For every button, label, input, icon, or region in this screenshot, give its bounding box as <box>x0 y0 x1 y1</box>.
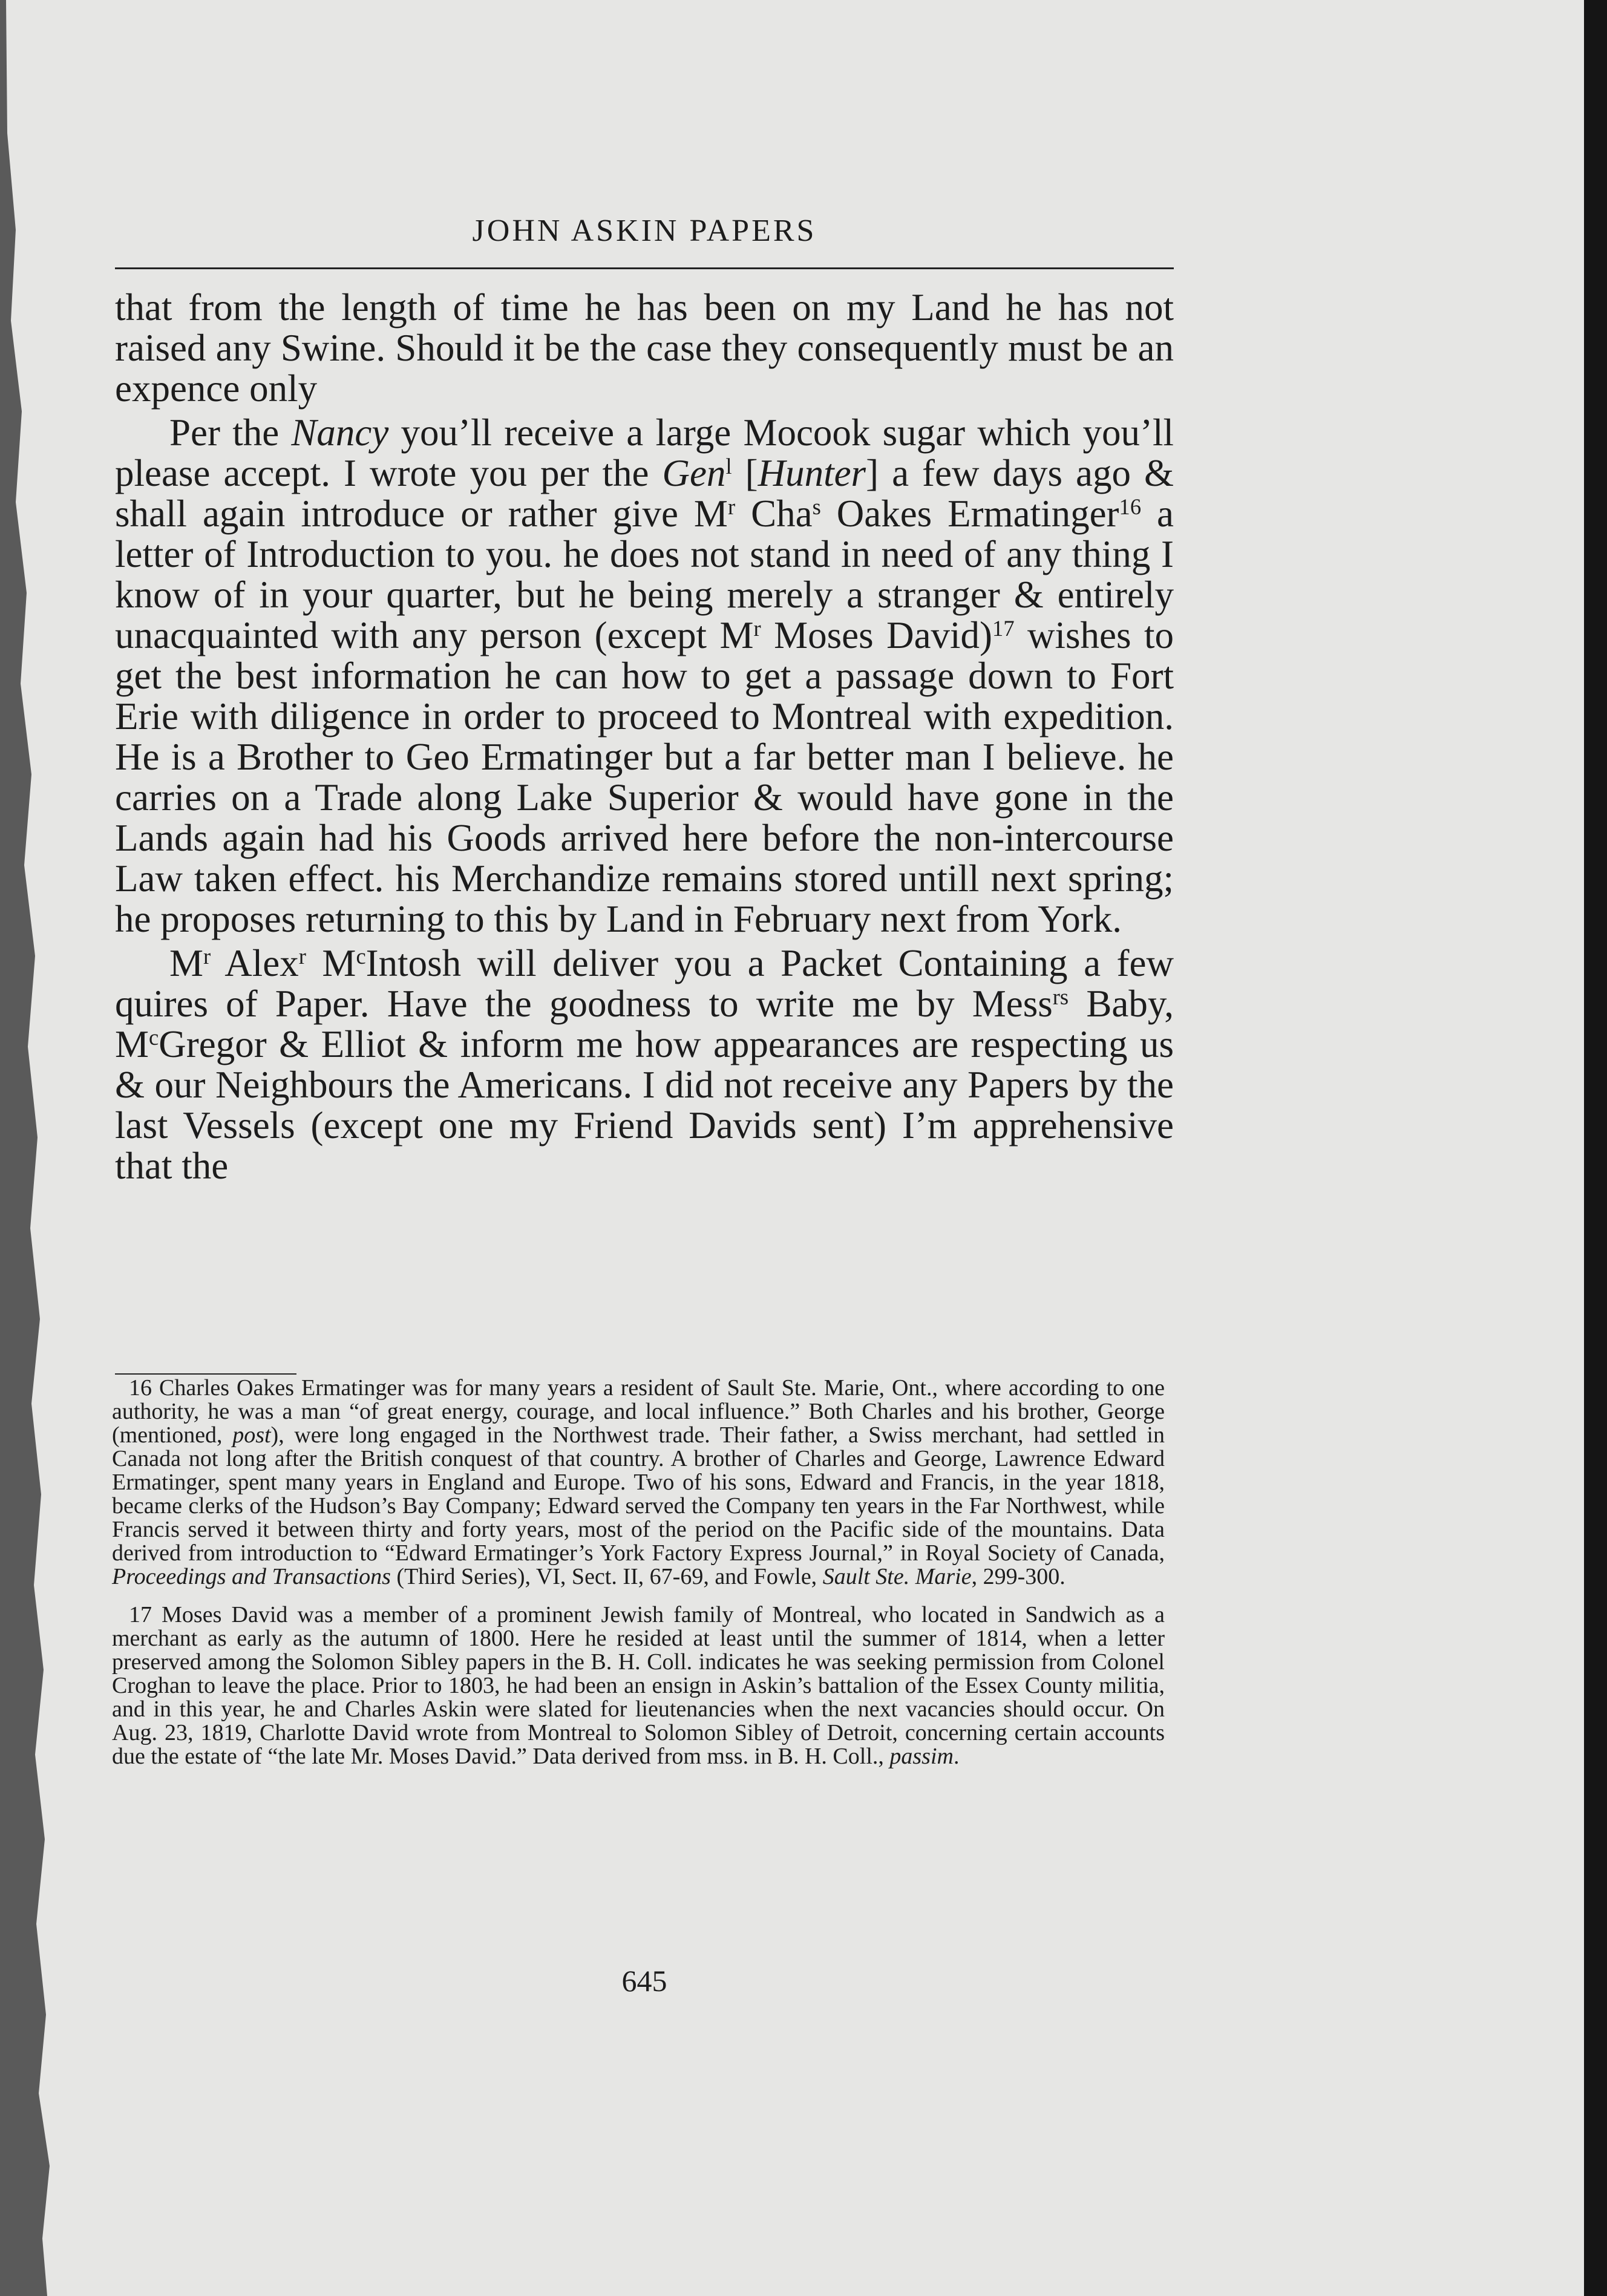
footnote-ref-17: 17 <box>992 615 1015 641</box>
footnote-number: 17 <box>129 1602 152 1627</box>
running-header: JOHN ASKIN PAPERS <box>472 214 817 248</box>
paragraph-2: Per the Nancy you’ll receive a large Mocook sugar which you’ll please accept. I wrote you per the Gen$^l$ [Hunter] a few days ago & shall again introduce or rather give $M^r$ Cha$^s$ Oakes Ermatinger$^{16}$ a letter of Introduction to you. he does not stand in need of any thing I know of in your quarter, but he being merely a stranger & entirely unacquainted with any person (except $M^r$ Moses David)$^{17}$ wishes to get the best information he can how to get a passage down to Fort Erie with diligence in order to proceed to Montreal with expedition. He is a Brother to Geo Ermatinger but a far better man I believe. he carries on a Trade along Lake Superior & would have gone in the Lands again had his Goods arrived here before the non-intercourse Law taken effect. his Merchandize remains stored untill next spring; he proposes returning to this by Land in February next from York. <box>115 411 1174 940</box>
footnote-17: 17 Moses David was a member of a prominent Jewish family of Montreal, who located in Sandwich as a merchant as early as the autumn of 1800. Here he resided at least until the summer of 1814, when a letter preserved among the Solomon Sibley papers in the B. H. Coll. indicates he was seeking permission from Colonel Croghan to leave the place. Prior to 1803, he had been an ensign in Askin’s battalion of the Essex County militia, and in this year, he and Charles Askin were slated for lieutenancies when the next vacancies should occur. On Aug. 23, 1819, Charlotte David wrote from Montreal to Solomon Sibley of Detroit, concerning certain accounts due the estate of “the late Mr. Moses David.” Data derived from mss. in B. H. Coll., passim. <box>112 1602 1165 1769</box>
footnote-ref-16: 16 <box>1119 494 1142 519</box>
header-rule <box>115 267 1174 269</box>
footnote-rule <box>115 1373 296 1375</box>
footnote-number: 16 <box>129 1375 152 1401</box>
footnotes <box>112 1376 1165 1768</box>
ship-name: Nancy <box>291 411 389 454</box>
paragraph-3: $M^r$ Alex$^r$ $M^cIntosh$ will deliver you a Packet Containing a few quires of Paper. Have the goodness to write me by Mess$^{rs}$ Baby, $M^cGregor$ & Elliot & inform me how appearances are respecting us & our Neighbours the Americans. I did not receive any Papers by the last Vessels (except one my Friend Davids sent) I’m apprehensive that the <box>115 942 1174 1187</box>
page-number: 645 <box>621 1964 667 1998</box>
paragraph-1: that from the length of time he has been on my Land he has not raised any Swine. Should it be the case they consequently must be an expence only <box>115 286 1174 410</box>
letter-body <box>115 287 1174 1186</box>
footnote-16: 16 Charles Oakes Ermatinger was for many years a resident of Sault Ste. Marie, Ont., where according to one authority, he was a man “of great energy, courage, and local influence.” Both Charles and his brother, George (mentioned, post), were long engaged in the Northwest trade. Their father, a Swiss merchant, had settled in Canada not long after the British conquest of that country. A brother of Charles and George, Lawrence Edward Ermatinger, spent many years in England and Europe. Two of his sons, Edward and Francis, in the year 1818, became clerks of the Hudson’s Bay Company; Edward served the Company ten years in the Far Northwest, while Francis served it between thirty and forty years, most of the period on the Pacific side of the mountains. Data derived from introduction to “Edward Ermatinger’s York Factory Express Journal,” in Royal Society of Canada, Proceedings and Transactions (Third Series), VI, Sect. II, 67-69, and Fowle, Sault Ste. Marie, 299-300. <box>112 1375 1165 1589</box>
scan-background-edge <box>1584 0 1607 2296</box>
